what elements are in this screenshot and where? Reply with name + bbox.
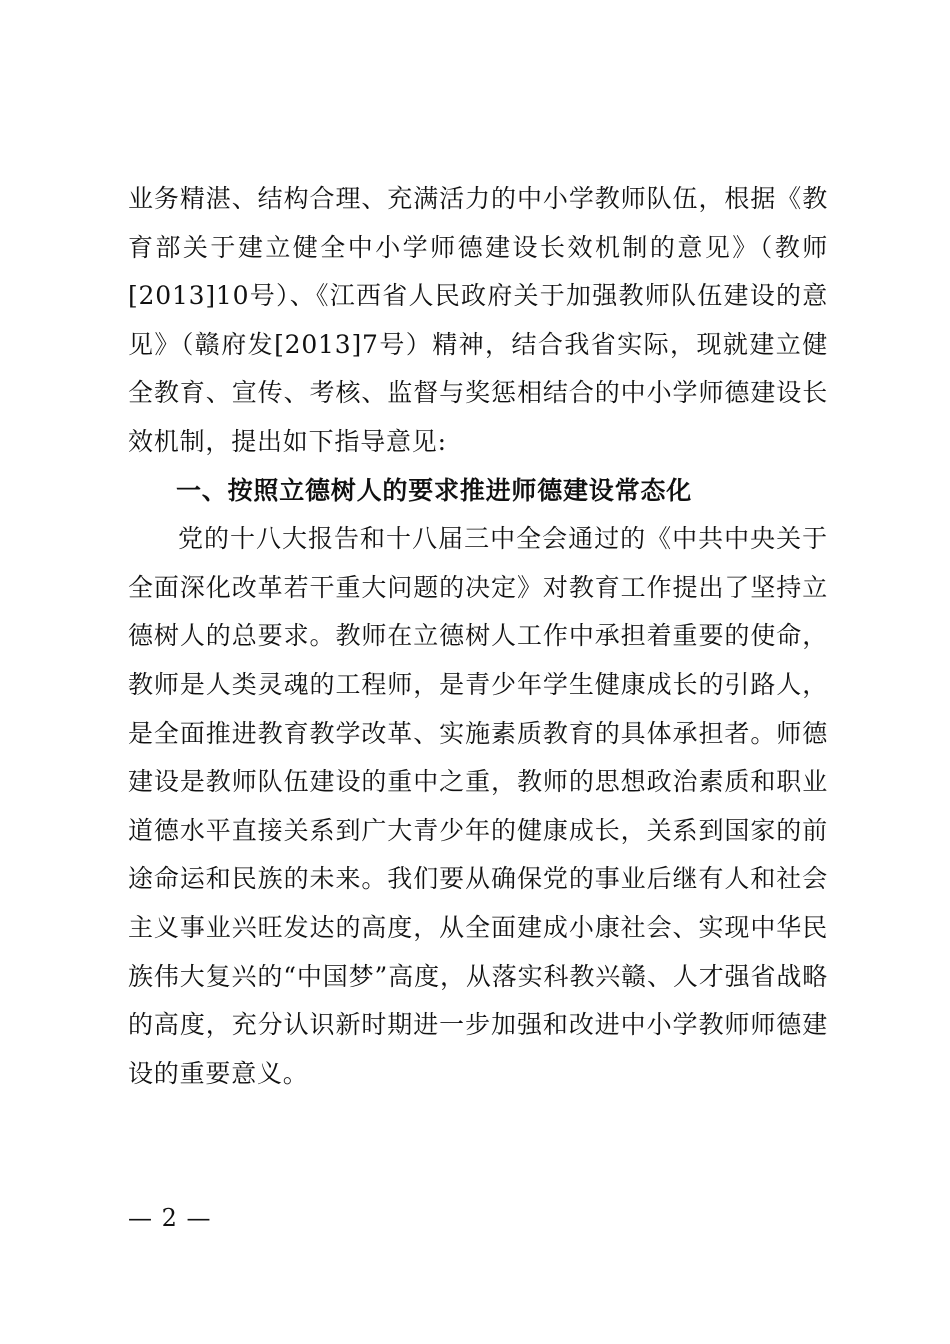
- page-number: — 2 —: [128, 1204, 212, 1232]
- document-body: [128, 175, 828, 1098]
- section-paragraph: 党的十八大报告和十八届三中全会通过的《中共中央关于全面深化改革若干重大问题的决定》对教育工作提出了坚持立德树人的总要求。教师在立德树人工作中承担着重要的使命，教师是人类灵魂的工程师，是青少年学生健康成长的引路人，是全面推进教育教学改革、实施素质教育的具体承担者。师德建设是教师队伍建设的重中之重，教师的思想政治素质和职业道德水平直接关系到广大青少年的健康成长，关系到国家的前途命运和民族的未来。我们要从确保党的事业后继有人和社会主义事业兴旺发达的高度，从全面建成小康社会、实现中华民族伟大复兴的“中国梦”高度，从落实科教兴赣、人才强省战略的高度，充分认识新时期进一步加强和改进中小学教师师德建设的重要意义。: [128, 524, 828, 1088]
- opening-paragraph: 业务精湛、结构合理、充满活力的中小学教师队伍，根据《教育部关于建立健全中小学师德建设长效机制的意见》（教师[2013]10号）、《江西省人民政府关于加强教师队伍建设的意见》（赣府发[2013]7号）精神，结合我省实际，现就建立健全教育、宣传、考核、监督与奖惩相结合的中小学师德建设长效机制，提出如下指导意见:: [128, 184, 828, 456]
- section-heading: 一、按照立德树人的要求推进师德建设常态化: [176, 475, 693, 505]
